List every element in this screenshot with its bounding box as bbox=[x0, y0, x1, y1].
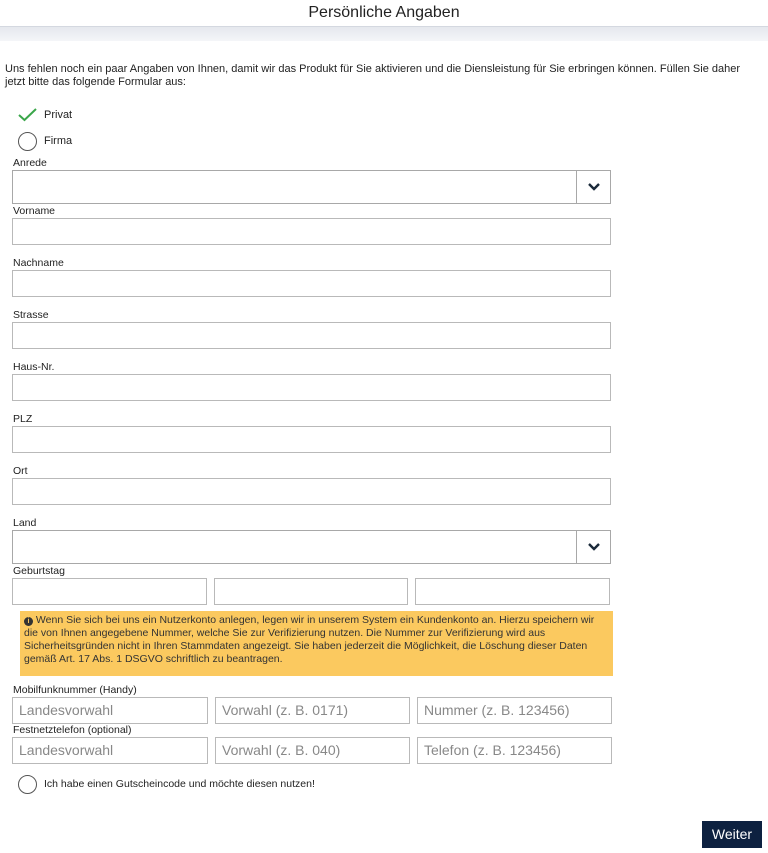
hausnr-input[interactable] bbox=[12, 374, 611, 401]
landline-number-input[interactable]: Telefon (z. B. 123456) bbox=[417, 737, 612, 764]
strasse-input[interactable] bbox=[12, 322, 611, 349]
radio-privat-label: Privat bbox=[44, 109, 73, 121]
geburtstag-month-input[interactable] bbox=[214, 578, 408, 605]
landline-country-code-input[interactable]: Landesvorwahl bbox=[12, 737, 208, 764]
anrede-select[interactable] bbox=[12, 170, 611, 204]
vorname-label: Vorname bbox=[13, 205, 56, 217]
nachname-label: Nachname bbox=[13, 257, 64, 269]
mobile-number-input[interactable]: Nummer (z. B. 123456) bbox=[417, 697, 612, 724]
radio-circle-icon bbox=[18, 132, 37, 151]
radio-privat[interactable] bbox=[18, 105, 72, 125]
privacy-info-box bbox=[20, 611, 613, 676]
land-select[interactable] bbox=[12, 530, 611, 564]
geburtstag-day-input[interactable] bbox=[12, 578, 207, 605]
anrede-label: Anrede bbox=[13, 157, 47, 169]
geburtstag-label: Geburtstag bbox=[13, 565, 65, 577]
nachname-input[interactable] bbox=[12, 270, 611, 297]
page-header bbox=[0, 0, 768, 28]
voucher-label: Ich habe einen Gutscheincode und möchte diesen nutzen! bbox=[44, 778, 315, 790]
hausnr-label: Haus-Nr. bbox=[13, 361, 55, 373]
info-icon: i bbox=[24, 617, 33, 626]
weiter-button[interactable]: Weiter bbox=[702, 821, 762, 848]
header-divider bbox=[0, 26, 768, 41]
radio-circle-icon bbox=[18, 775, 37, 794]
radio-firma-label: Firma bbox=[44, 135, 73, 147]
mobile-area-code-input[interactable]: Vorwahl (z. B. 0171) bbox=[215, 697, 410, 724]
geburtstag-year-input[interactable] bbox=[415, 578, 610, 605]
page-title: Persönliche Angaben bbox=[308, 4, 460, 21]
chevron-down-icon[interactable] bbox=[576, 531, 610, 563]
check-icon bbox=[18, 106, 37, 125]
mobile-country-code-input[interactable]: Landesvorwahl bbox=[12, 697, 208, 724]
plz-label: PLZ bbox=[13, 413, 33, 425]
landline-label: Festnetztelefon (optional) bbox=[13, 724, 132, 736]
privacy-info-text: Wenn Sie sich bei uns ein Nutzerkonto anlegen, legen wir in unserem System ein Kundenkonto an. Hierzu speichern wir die von Ihnen angegebene Nummer, welche Sie zur Verifizierung nutzen. Die Nummer zur Verifizierung wird aus Sicherheitsgründen nicht in Ihren Stammdaten angezeigt. Sie haben jederzeit die Möglichkeit, die Löschung dieser Daten gemäß Art. 17 Abs. 1 DSGVO schriftlich zu beantragen. bbox=[24, 614, 595, 665]
radio-firma[interactable] bbox=[18, 131, 72, 151]
voucher-radio[interactable] bbox=[18, 774, 315, 794]
land-label: Land bbox=[13, 517, 37, 529]
intro-text: Uns fehlen noch ein paar Angaben von Ihnen, damit wir das Produkt für Sie aktivieren und die Diensleistung für Sie erbringen können. Füllen Sie daher jetzt bitte das folgende Formular aus: bbox=[5, 63, 741, 88]
ort-input[interactable] bbox=[12, 478, 611, 505]
landline-area-code-input[interactable]: Vorwahl (z. B. 040) bbox=[215, 737, 410, 764]
chevron-down-icon[interactable] bbox=[576, 171, 610, 203]
mobile-label: Mobilfunknummer (Handy) bbox=[13, 684, 137, 696]
plz-input[interactable] bbox=[12, 426, 611, 453]
vorname-input[interactable] bbox=[12, 218, 611, 245]
strasse-label: Strasse bbox=[13, 309, 49, 321]
ort-label: Ort bbox=[13, 465, 28, 477]
